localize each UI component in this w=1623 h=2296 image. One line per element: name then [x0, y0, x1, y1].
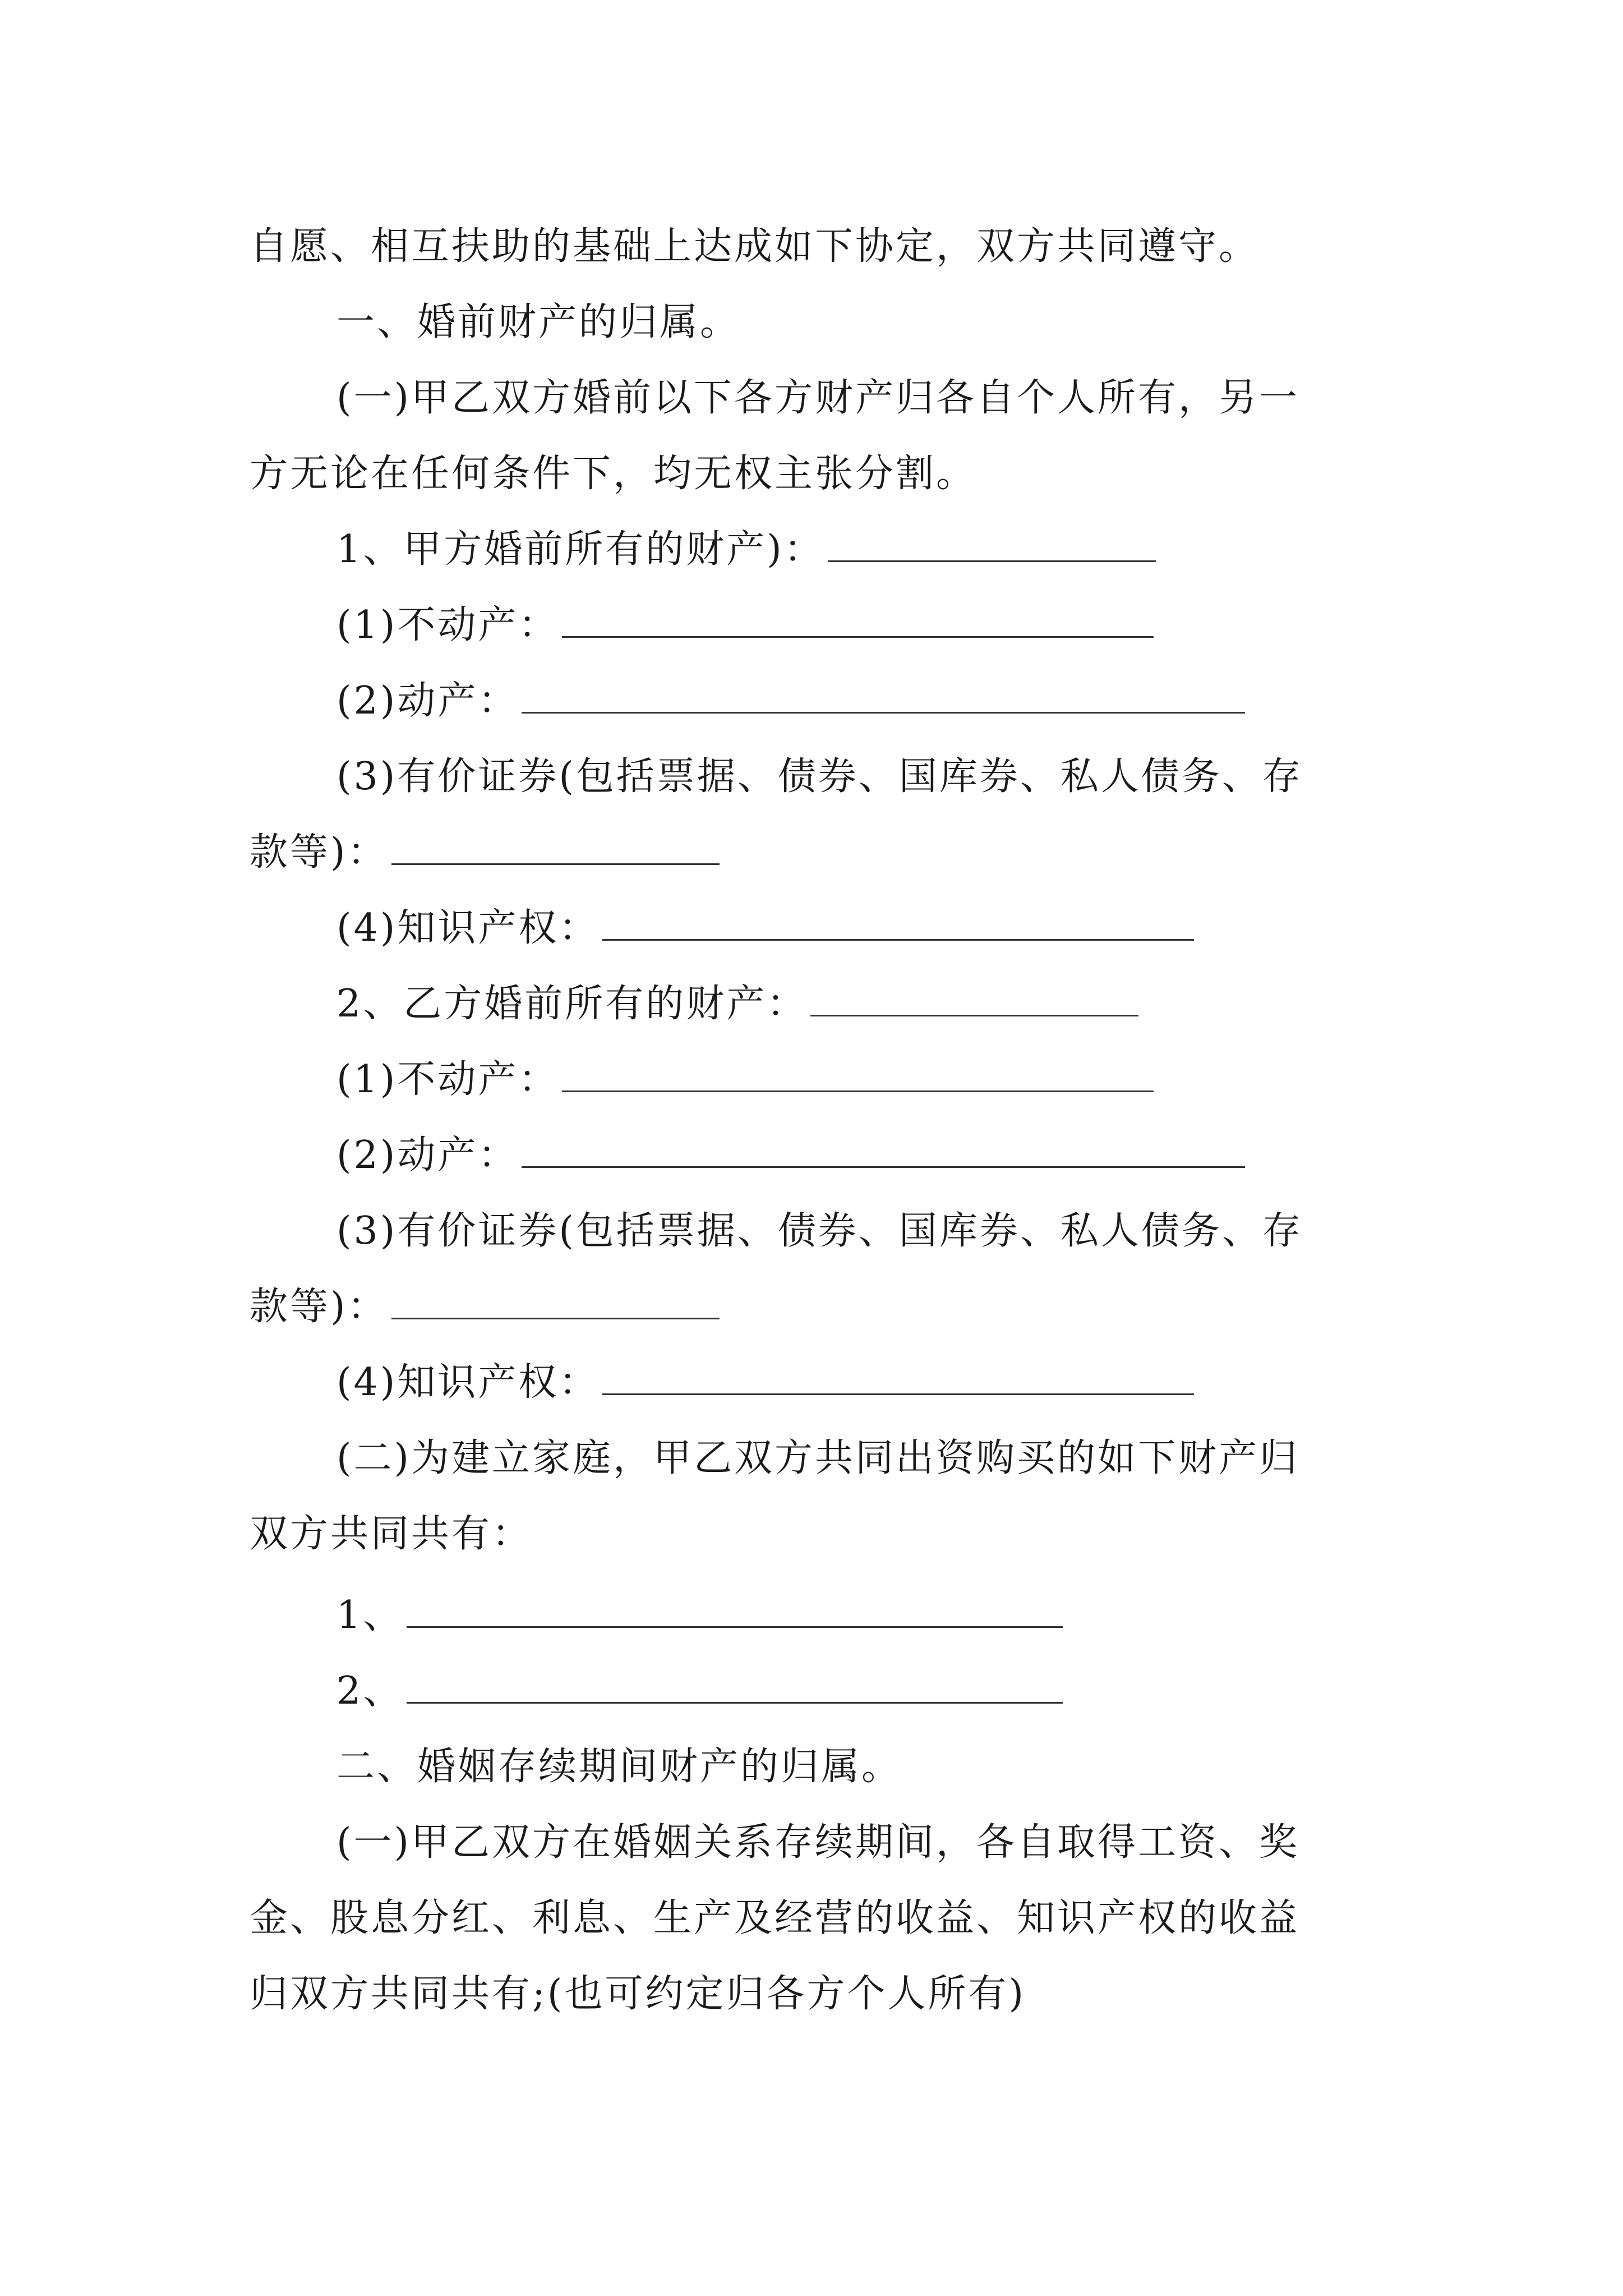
- line-text: 款等)：: [250, 1285, 388, 1329]
- fill-in-blank[interactable]: [602, 1360, 1194, 1395]
- item-party-a-securities-line-2: [250, 827, 720, 878]
- paragraph-3-line-2: [250, 1893, 1299, 1944]
- line-text: 二、婚姻存续期间财产的归属。: [336, 1745, 902, 1789]
- fill-in-blank[interactable]: [602, 905, 1194, 941]
- fill-in-blank[interactable]: [828, 527, 1156, 562]
- item-party-b-securities-line-1: [336, 1206, 1303, 1257]
- item-party-b-movables: [336, 1130, 1245, 1181]
- line-text: 2、乙方婚前所有的财产：: [336, 982, 808, 1026]
- item-party-a-heading: [336, 524, 1156, 575]
- paragraph-3-line-1: [336, 1818, 1299, 1868]
- line-text: (3)有价证券(包括票据、债券、国库券、私人债务、存: [336, 754, 1303, 799]
- paragraph-1-line-2: [250, 449, 976, 499]
- item-party-a-ip: [336, 903, 1194, 954]
- line-text: 归双方共同共有;(也可约定归各方个人所有): [250, 1972, 1026, 2016]
- fill-in-blank[interactable]: [407, 1668, 1063, 1704]
- line-text: (1)不动产：: [336, 1057, 559, 1102]
- fill-in-blank[interactable]: [562, 602, 1154, 638]
- fill-in-blank[interactable]: [407, 1593, 1063, 1628]
- paragraph-2-line-2: [250, 1509, 532, 1559]
- paragraph-1-line-1: [336, 373, 1299, 424]
- section-heading-2: [336, 1742, 902, 1792]
- section-heading-1: [336, 297, 740, 348]
- item-party-a-real-estate: [336, 600, 1154, 651]
- fill-in-blank[interactable]: [810, 981, 1138, 1016]
- text-line-1: [250, 222, 1259, 272]
- line-text: (2)动产：: [336, 679, 519, 723]
- line-text: (3)有价证券(包括票据、债券、国库券、私人债务、存: [336, 1209, 1303, 1253]
- line-text: (4)知识产权：: [336, 906, 600, 950]
- item-party-a-securities-line-1: [336, 752, 1303, 802]
- item-party-b-securities-line-2: [250, 1282, 720, 1332]
- item-party-a-movables: [336, 676, 1245, 726]
- joint-property-item-1: [336, 1590, 1063, 1641]
- line-text: 金、股息分红、利息、生产及经营的收益、知识产权的收益: [250, 1896, 1300, 1940]
- joint-property-item-2: [336, 1666, 1063, 1717]
- line-text: 1、甲方婚前所有的财产)：: [336, 527, 824, 572]
- line-text: (2)动产：: [336, 1133, 519, 1177]
- line-text: (二)为建立家庭，甲乙双方共同出资购买的如下财产归: [336, 1436, 1300, 1480]
- line-text: 1、: [336, 1593, 404, 1637]
- fill-in-blank[interactable]: [391, 830, 720, 865]
- line-text: 一、婚前财产的归属。: [336, 300, 741, 344]
- item-party-b-ip: [336, 1358, 1194, 1408]
- fill-in-blank[interactable]: [522, 678, 1245, 714]
- line-text: 款等)：: [250, 830, 388, 875]
- line-text: 双方共同共有：: [250, 1512, 533, 1556]
- item-party-b-real-estate: [336, 1055, 1154, 1105]
- line-text: (一)甲乙双方在婚姻关系存续期间，各自取得工资、奖: [336, 1820, 1300, 1865]
- paragraph-2-line-1: [336, 1433, 1299, 1484]
- line-text: (1)不动产：: [336, 603, 559, 647]
- line-text: (一)甲乙双方婚前以下各方财产归各自个人所有，另一: [336, 376, 1300, 420]
- line-text: 方无论在任何条件下，均无权主张分割。: [250, 452, 977, 496]
- fill-in-blank[interactable]: [391, 1284, 720, 1319]
- fill-in-blank[interactable]: [562, 1057, 1154, 1092]
- fill-in-blank[interactable]: [522, 1133, 1245, 1168]
- item-party-b-heading: [336, 979, 1138, 1029]
- line-text: (4)知识产权：: [336, 1360, 600, 1405]
- line-text: 自愿、相互扶助的基础上达成如下协定，双方共同遵守。: [250, 224, 1260, 269]
- paragraph-3-line-3: [250, 1969, 1026, 2019]
- line-text: 2、: [336, 1669, 404, 1713]
